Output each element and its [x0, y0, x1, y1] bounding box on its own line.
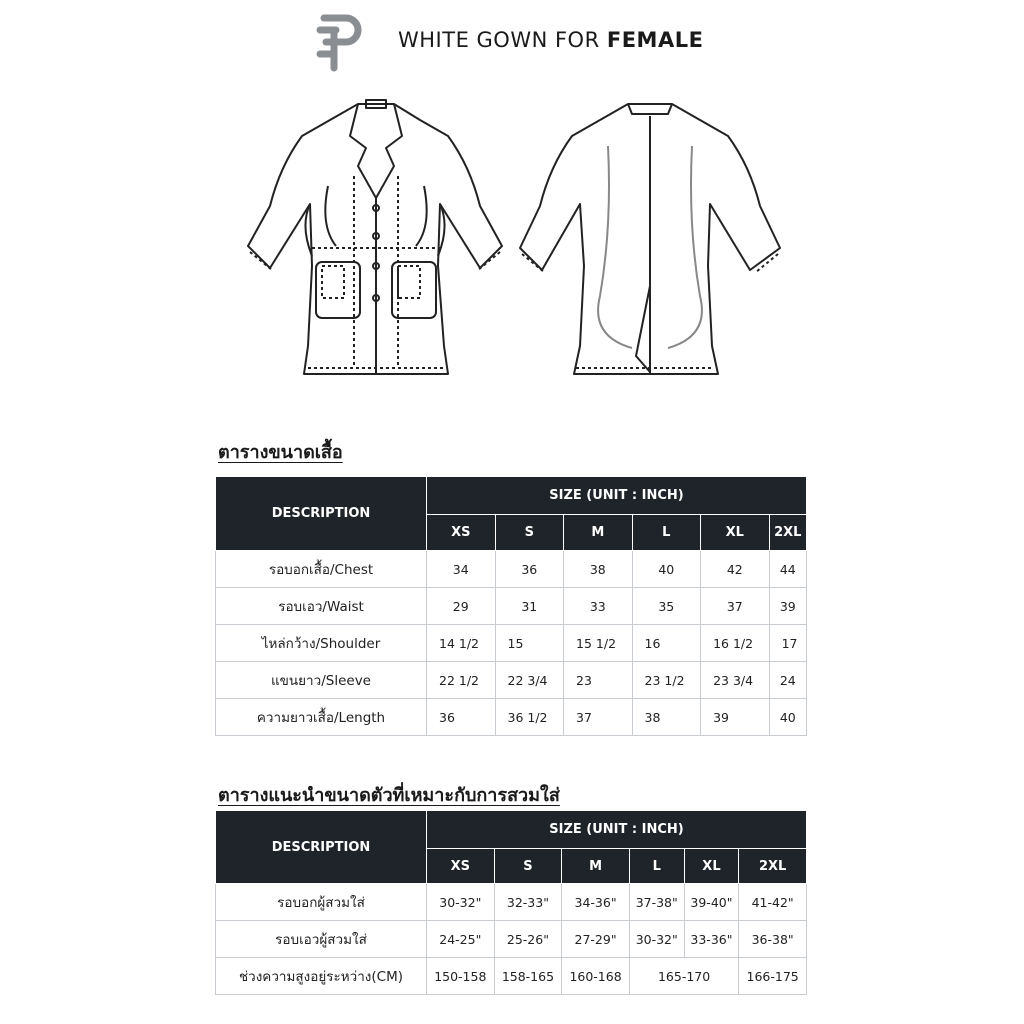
- row-label: แขนยาว/Sleeve: [216, 662, 427, 699]
- row-label: รอบอกผู้สวมใส่: [216, 884, 427, 921]
- cell: 41-42": [739, 884, 807, 921]
- size-xs-header: XS: [427, 515, 496, 551]
- cell: 33: [564, 588, 633, 625]
- size-chart-title: ตารางขนาดเสื้อ: [218, 442, 343, 463]
- cell: 37: [564, 699, 633, 736]
- cell: 14 1/2: [427, 625, 496, 662]
- cell: 30-32": [629, 921, 684, 958]
- size-2xl-header: 2XL: [769, 515, 806, 551]
- cell: 39-40": [684, 884, 739, 921]
- size-l-header: L: [632, 515, 701, 551]
- cell: 36-38": [739, 921, 807, 958]
- cell: 34: [427, 551, 496, 588]
- table-row: [216, 662, 807, 699]
- row-label: ความยาวเสื้อ/Length: [216, 699, 427, 736]
- size-chart-table: [215, 476, 807, 736]
- table-row: [216, 551, 807, 588]
- cell: 29: [427, 588, 496, 625]
- cell: 166-175: [739, 958, 807, 995]
- page-title: [398, 28, 703, 52]
- cell: 34-36": [562, 884, 630, 921]
- cell: 33-36": [684, 921, 739, 958]
- cell: 35: [632, 588, 701, 625]
- size-unit-header: SIZE (UNIT : INCH): [427, 477, 807, 515]
- cell: 30-32": [427, 884, 495, 921]
- cell: 38: [632, 699, 701, 736]
- gown-illustration: [240, 86, 800, 382]
- cell: 24: [769, 662, 806, 699]
- title-bold: FEMALE: [606, 28, 704, 52]
- size-s-header: S: [494, 849, 562, 884]
- table-row: [216, 921, 807, 958]
- cell: 15 1/2: [564, 625, 633, 662]
- cell: 36: [427, 699, 496, 736]
- cell: 38: [564, 551, 633, 588]
- table-row: [216, 588, 807, 625]
- cell: 37: [701, 588, 770, 625]
- cell: 16 1/2: [701, 625, 770, 662]
- cell: 22 3/4: [495, 662, 564, 699]
- cell: 24-25": [427, 921, 495, 958]
- cell: 158-165: [494, 958, 562, 995]
- cell: 160-168: [562, 958, 630, 995]
- size-unit-header: SIZE (UNIT : INCH): [427, 811, 807, 849]
- size-m-header: M: [564, 515, 633, 551]
- cell: 36 1/2: [495, 699, 564, 736]
- brand-logo-icon: [312, 10, 368, 74]
- description-header: DESCRIPTION: [216, 811, 427, 884]
- row-label: ช่วงความสูงอยู่ระหว่าง(CM): [216, 958, 427, 995]
- row-label: รอบอกเสื้อ/Chest: [216, 551, 427, 588]
- row-label: ไหล่กว้าง/Shoulder: [216, 625, 427, 662]
- cell: 32-33": [494, 884, 562, 921]
- cell: 16: [632, 625, 701, 662]
- table-row: [216, 699, 807, 736]
- cell: 31: [495, 588, 564, 625]
- cell: 37-38": [629, 884, 684, 921]
- table-row: [216, 625, 807, 662]
- cell: 39: [701, 699, 770, 736]
- size-l-header: L: [629, 849, 684, 884]
- size-s-header: S: [495, 515, 564, 551]
- size-xl-header: XL: [701, 515, 770, 551]
- cell: 22 1/2: [427, 662, 496, 699]
- size-xl-header: XL: [684, 849, 739, 884]
- cell: 42: [701, 551, 770, 588]
- cell: 27-29": [562, 921, 630, 958]
- cell: 25-26": [494, 921, 562, 958]
- title-light: WHITE GOWN FOR: [398, 28, 600, 52]
- cell: 40: [769, 699, 806, 736]
- cell: 150-158: [427, 958, 495, 995]
- cell: 36: [495, 551, 564, 588]
- fit-guide-table: [215, 810, 807, 995]
- cell: 17: [769, 625, 806, 662]
- table-row: [216, 958, 807, 995]
- cell: 23 1/2: [632, 662, 701, 699]
- gown-front-drawing: [248, 100, 502, 374]
- fit-guide-title: ตารางแนะนำขนาดตัวที่เหมาะกับการสวมใส่: [218, 785, 560, 806]
- cell: 39: [769, 588, 806, 625]
- cell: 44: [769, 551, 806, 588]
- cell: 23: [564, 662, 633, 699]
- description-header: DESCRIPTION: [216, 477, 427, 551]
- size-m-header: M: [562, 849, 630, 884]
- row-label: รอบเอวผู้สวมใส่: [216, 921, 427, 958]
- gown-back-drawing: [520, 104, 780, 374]
- size-2xl-header: 2XL: [739, 849, 807, 884]
- cell: 40: [632, 551, 701, 588]
- table-row: [216, 884, 807, 921]
- cell: 15: [495, 625, 564, 662]
- cell: 165-170: [629, 958, 738, 995]
- row-label: รอบเอว/Waist: [216, 588, 427, 625]
- size-xs-header: XS: [427, 849, 495, 884]
- cell: 23 3/4: [701, 662, 770, 699]
